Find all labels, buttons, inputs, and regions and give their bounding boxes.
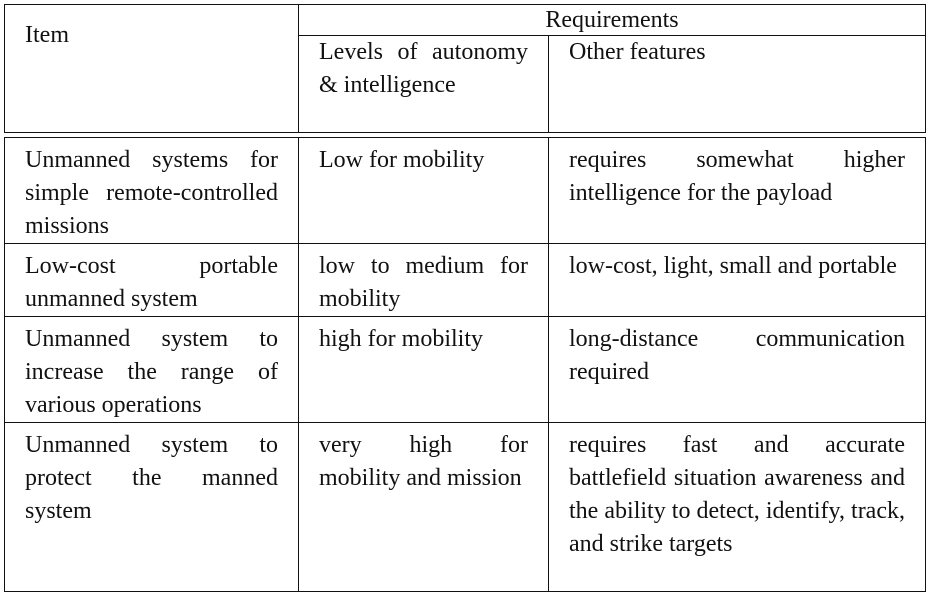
table-row: [5, 423, 926, 592]
table-row: [5, 138, 926, 244]
item-cell: Unmanned system to increase the range of various operations: [5, 317, 299, 423]
levels-cell: Low for mobility: [299, 138, 549, 244]
levels-cell: high for mobility: [299, 317, 549, 423]
item-cell: Unmanned systems for simple remote-controlled missions: [5, 138, 299, 244]
other-features-cell: long-distance communication required: [549, 317, 926, 423]
other-features-column-header: Other features: [549, 36, 926, 133]
levels-cell: very high for mobility and mission: [299, 423, 549, 592]
table-row: [5, 244, 926, 317]
levels-column-header: Levels of autonomy & intelligence: [299, 36, 549, 133]
requirements-table: [4, 4, 926, 592]
item-cell: Low-cost portable unmanned system: [5, 244, 299, 317]
table-header: [5, 5, 926, 133]
other-features-cell: requires somewhat higher intelligence for the payload: [549, 138, 926, 244]
other-features-cell: requires fast and accurate battlefield situation awareness and the ability to detect, identify, track, and strike targets: [549, 423, 926, 592]
levels-cell: low to medium for mobility: [299, 244, 549, 317]
requirements-table-container: [4, 4, 925, 592]
table-body: [5, 133, 926, 592]
table-row: [5, 317, 926, 423]
requirements-group-header: Requirements: [299, 5, 926, 36]
item-cell: Unmanned system to protect the manned system: [5, 423, 299, 592]
item-column-header: Item: [5, 5, 299, 133]
header-row-top: [5, 5, 926, 36]
other-features-cell: low-cost, light, small and portable: [549, 244, 926, 317]
